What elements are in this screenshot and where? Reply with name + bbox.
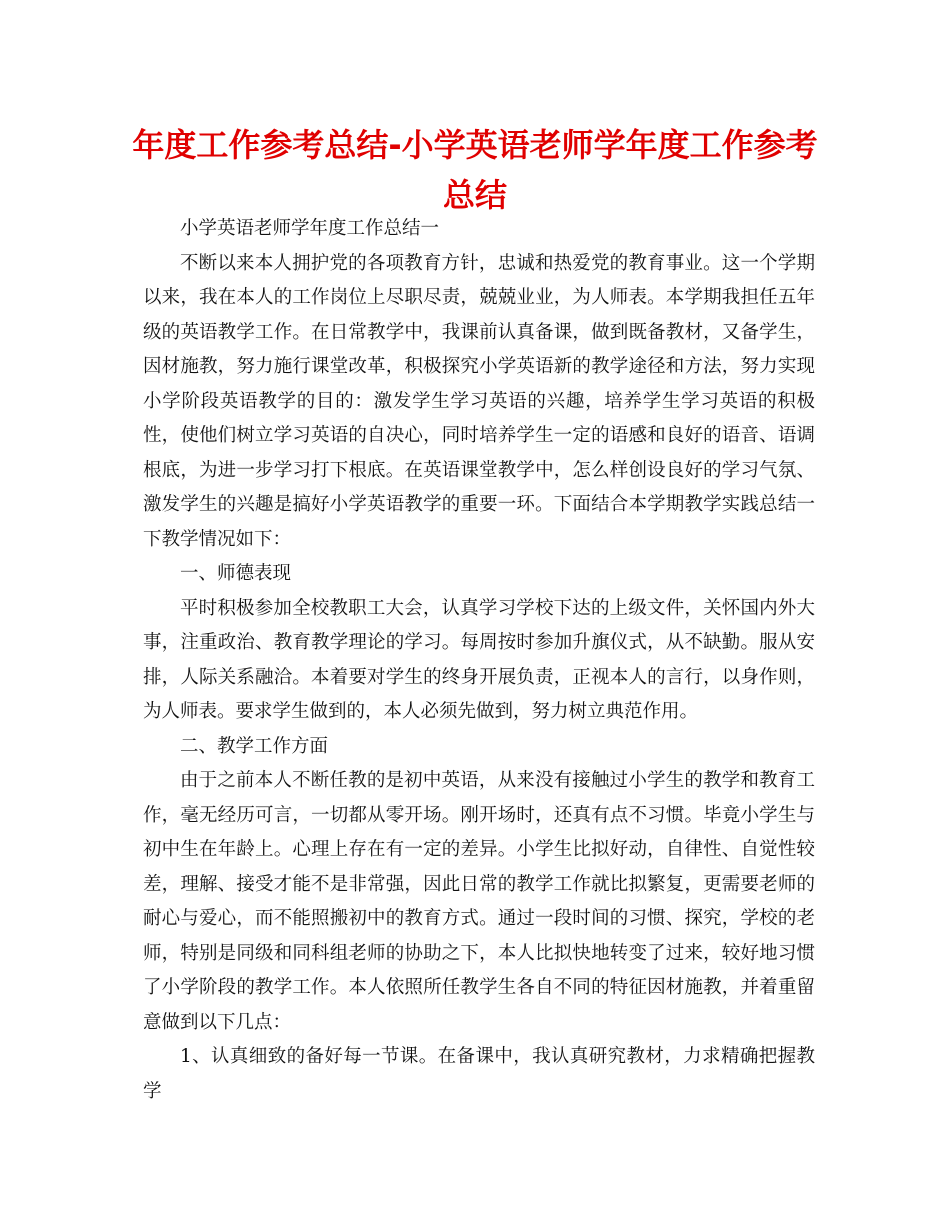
section-heading-teaching: 二、教学工作方面 bbox=[180, 735, 329, 757]
document-body bbox=[143, 212, 815, 1109]
intro-paragraph: 不断以来本人拥护党的各项教育方针，忠诚和热爱党的教育事业。这一个学期以来，我在本人的工作岗位上尽职尽责，兢兢业业，为人师表。本学期我担任五年级的英语教学工作。在日常教学中，我课前认真备课，做到既备教材，又备学生，因材施教，努力施行课堂改革，积极探究小学英语新的教学途径和方法，努力实现小学阶段英语教学的目的：激发学生学习英语的兴趣，培养学生学习英语的积极性，使他们树立学习英语的自决心，同时培养学生一定的语感和良好的语音、语调根底，为进一步学习打下根底。在英语课堂教学中，怎么样创设良好的学习气氛、激发学生的兴趣是搞好小学英语教学的重要一环。下面结合本学期教学实践总结一下教学情况如下： bbox=[143, 252, 815, 550]
list-item-1: 1、认真细致的备好每一节课。在备课中，我认真研究教材，力求精确把握教学 bbox=[143, 1046, 815, 1102]
teaching-paragraph: 由于之前本人不断任教的是初中英语，从来没有接触过小学生的教学和教育工作，毫无经历可言，一切都从零开场。刚开场时，还真有点不习惯。毕竟小学生与初中生在年龄上。心理上存在有一定的差异。小学生比拟好动，自律性、自觉性较差，理解、接受才能不是非常强，因此日常的教学工作就比拟繁复，更需要老师的耐心与爱心，而不能照搬初中的教育方式。通过一段时间的习惯、探究，学校的老师，特别是同级和同科组老师的协助之下，本人比拟快地转变了过来，较好地习惯了小学阶段的教学工作。本人依照所任教学生各自不同的特征因材施教，并着重留意做到以下几点： bbox=[143, 770, 815, 1033]
section-heading-summary-one: 小学英语老师学年度工作总结一 bbox=[180, 218, 440, 239]
ethics-paragraph: 平时积极参加全校教职工大会，认真学习学校下达的上级文件，关怀国内外大事，注重政治、教育教学理论的学习。每周按时参加升旗仪式，从不缺勤。服从安排，人际关系融洽。本着要对学生的终身开展负责，正视本人的言行，以身作则，为人师表。要求学生做到的，本人必须先做到，努力树立典范作用。 bbox=[143, 597, 815, 722]
section-heading-ethics: 一、师德表现 bbox=[180, 563, 292, 584]
document-title: 年度工作参考总结-小学英语老师学年度工作参考总结 bbox=[132, 126, 818, 214]
